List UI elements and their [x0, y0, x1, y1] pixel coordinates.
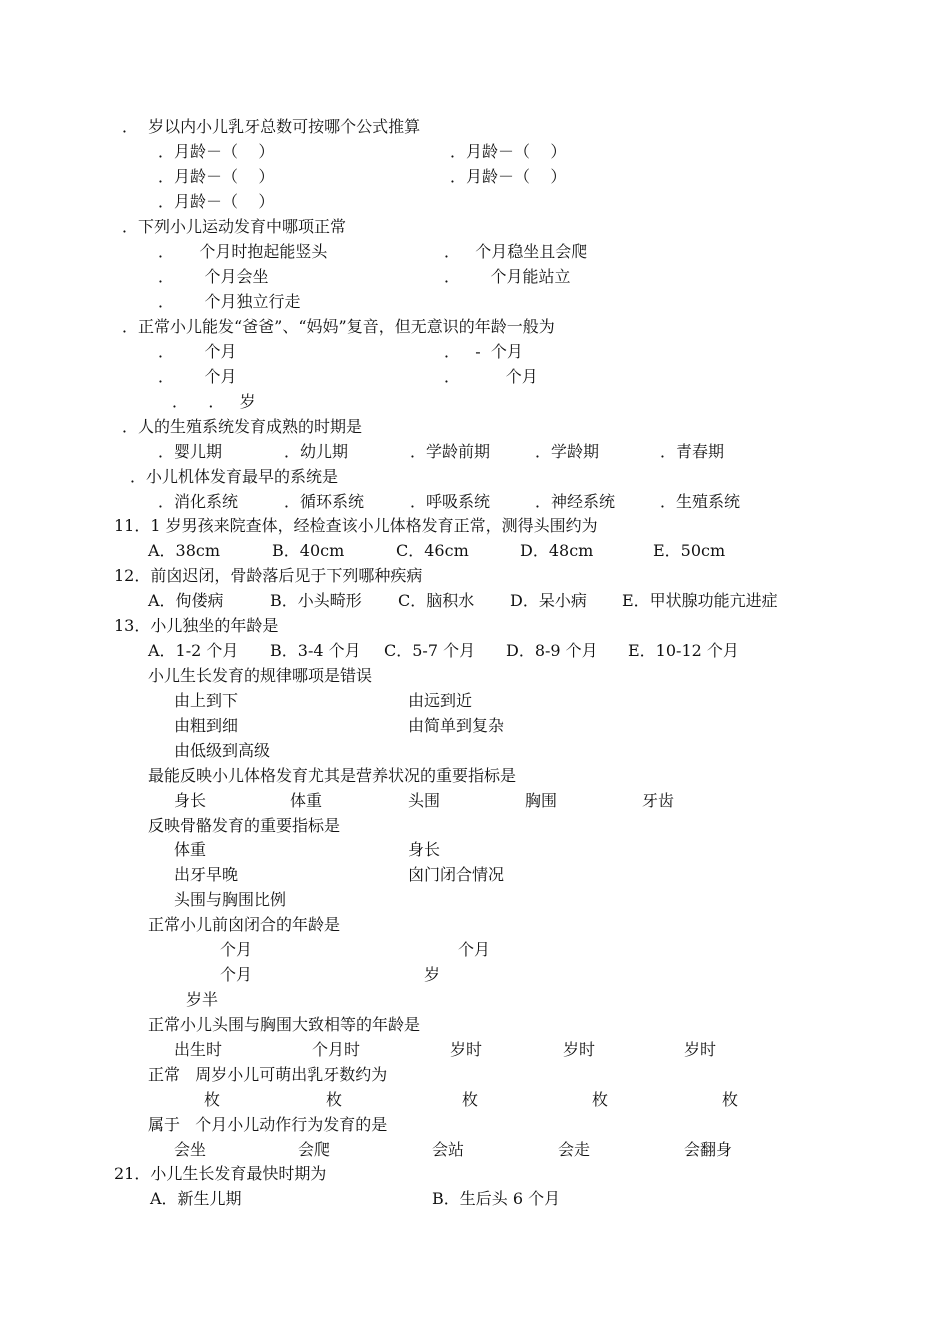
option: 枚 — [462, 1090, 479, 1109]
option: 岁半 — [186, 990, 219, 1009]
option: ．青春期 — [660, 442, 725, 461]
option: ．幼儿期 — [284, 442, 349, 461]
option: 会爬 — [298, 1140, 331, 1159]
option: ．月龄－（ ） — [158, 142, 275, 161]
option: 出牙早晚 — [174, 865, 239, 884]
option: ．月龄－（ ） — [158, 167, 275, 186]
question-stem: 小儿生长发育的规律哪项是错误 — [148, 666, 373, 685]
option: 由低级到高级 — [174, 741, 271, 760]
option: 枚 — [204, 1090, 221, 1109]
option: 由远到近 — [408, 691, 473, 710]
option: 个月 — [220, 940, 253, 959]
option: E．甲状腺功能亢进症 — [622, 591, 778, 610]
option: 体重 — [174, 840, 207, 859]
option: ．消化系统 — [158, 492, 239, 511]
option: ．神经系统 — [535, 492, 616, 511]
question-stem: 属于 个月小儿动作行为发育的是 — [148, 1115, 388, 1134]
question-stem: ．正常小儿能发“爸爸”、“妈妈”复音，但无意识的年龄一般为 — [122, 317, 555, 336]
option: ．月龄－（ ） — [450, 142, 567, 161]
question-stem: 最能反映小儿体格发育尤其是营养状况的重要指标是 — [148, 766, 517, 785]
question-stem: 21．小儿生长发育最快时期为 — [114, 1164, 327, 1183]
option: ．学龄前期 — [410, 442, 491, 461]
option: B．40cm — [272, 541, 345, 560]
option: ．婴儿期 — [158, 442, 223, 461]
option: 个月 — [458, 940, 491, 959]
option: 会坐 — [174, 1140, 207, 1159]
question-stem: 正常小儿前囟闭合的年龄是 — [148, 915, 341, 934]
option: ．月龄－（ ） — [158, 192, 275, 211]
option: 枚 — [326, 1090, 343, 1109]
option: 身长 — [174, 791, 207, 810]
option: A．1-2 个月 — [148, 641, 239, 660]
option: 由简单到复杂 — [408, 716, 505, 735]
option: 头围 — [408, 791, 441, 810]
option: A．佝偻病 — [148, 591, 224, 610]
option: 岁时 — [450, 1040, 483, 1059]
option: 囟门闭合情况 — [408, 865, 505, 884]
option: C．脑积水 — [398, 591, 475, 610]
option: A．新生儿期 — [150, 1189, 242, 1208]
option: 岁时 — [684, 1040, 717, 1059]
option: 会走 — [558, 1140, 591, 1159]
option: ． 个月 — [158, 367, 237, 386]
option: A．38cm — [148, 541, 221, 560]
question-stem: ．人的生殖系统发育成熟的时期是 — [122, 417, 363, 436]
option: ． 个月 — [444, 367, 538, 386]
option: ． 个月能站立 — [444, 267, 571, 286]
option: ． 个月稳坐且会爬 — [444, 242, 588, 261]
option: B．生后头 6 个月 — [432, 1189, 561, 1208]
option: E．10-12 个月 — [628, 641, 739, 660]
question-stem: 11．1 岁男孩来院查体，经检查该小儿体格发育正常，测得头围约为 — [114, 516, 598, 535]
question-stem: 13．小儿独坐的年龄是 — [114, 616, 279, 635]
option: ．月龄－（ ） — [450, 167, 567, 186]
question-stem: ．小儿机体发育最早的系统是 — [130, 467, 339, 486]
option: 由上到下 — [174, 691, 239, 710]
option: 个月 — [220, 965, 253, 984]
question-stem: ． 岁以内小儿乳牙总数可按哪个公式推算 — [122, 117, 421, 136]
option: 会翻身 — [684, 1140, 733, 1159]
option: D．呆小病 — [510, 591, 587, 610]
option: C．5-7 个月 — [384, 641, 476, 660]
option: ．学龄期 — [535, 442, 600, 461]
option: 岁时 — [563, 1040, 596, 1059]
option: 出生时 — [174, 1040, 223, 1059]
option: ． - 个月 — [444, 342, 523, 361]
option: D．8-9 个月 — [506, 641, 598, 660]
question-stem: ．下列小儿运动发育中哪项正常 — [122, 217, 347, 236]
option: 头围与胸围比例 — [174, 890, 287, 909]
question-stem: 正常小儿头围与胸围大致相等的年龄是 — [148, 1015, 421, 1034]
option: B．小头畸形 — [270, 591, 362, 610]
option: E．50cm — [653, 541, 726, 560]
option: ． 个月独立行走 — [158, 292, 301, 311]
option: ．呼吸系统 — [410, 492, 491, 511]
option: 身长 — [408, 840, 441, 859]
option: 枚 — [722, 1090, 739, 1109]
option: ． 个月会坐 — [158, 267, 269, 286]
option: B．3-4 个月 — [270, 641, 361, 660]
question-stem: 12．前囟迟闭，骨龄落后见于下列哪种疾病 — [114, 566, 423, 585]
option: 枚 — [592, 1090, 609, 1109]
option: ． 个月 — [158, 342, 237, 361]
option: 胸围 — [525, 791, 558, 810]
option: 牙齿 — [642, 791, 675, 810]
option: 个月时 — [312, 1040, 361, 1059]
option: ．循环系统 — [284, 492, 365, 511]
option: 会站 — [432, 1140, 465, 1159]
option: 由粗到细 — [174, 716, 239, 735]
option: ． 个月时抱起能竖头 — [158, 242, 328, 261]
question-stem: 反映骨骼发育的重要指标是 — [148, 816, 341, 835]
question-stem: 正常 周岁小儿可萌出乳牙数约为 — [148, 1065, 388, 1084]
option: ．生殖系统 — [660, 492, 741, 511]
option: C．46cm — [396, 541, 469, 560]
option: 岁 — [424, 965, 441, 984]
option: 体重 — [290, 791, 323, 810]
option: D．48cm — [520, 541, 594, 560]
option: ． ． 岁 — [172, 392, 256, 411]
